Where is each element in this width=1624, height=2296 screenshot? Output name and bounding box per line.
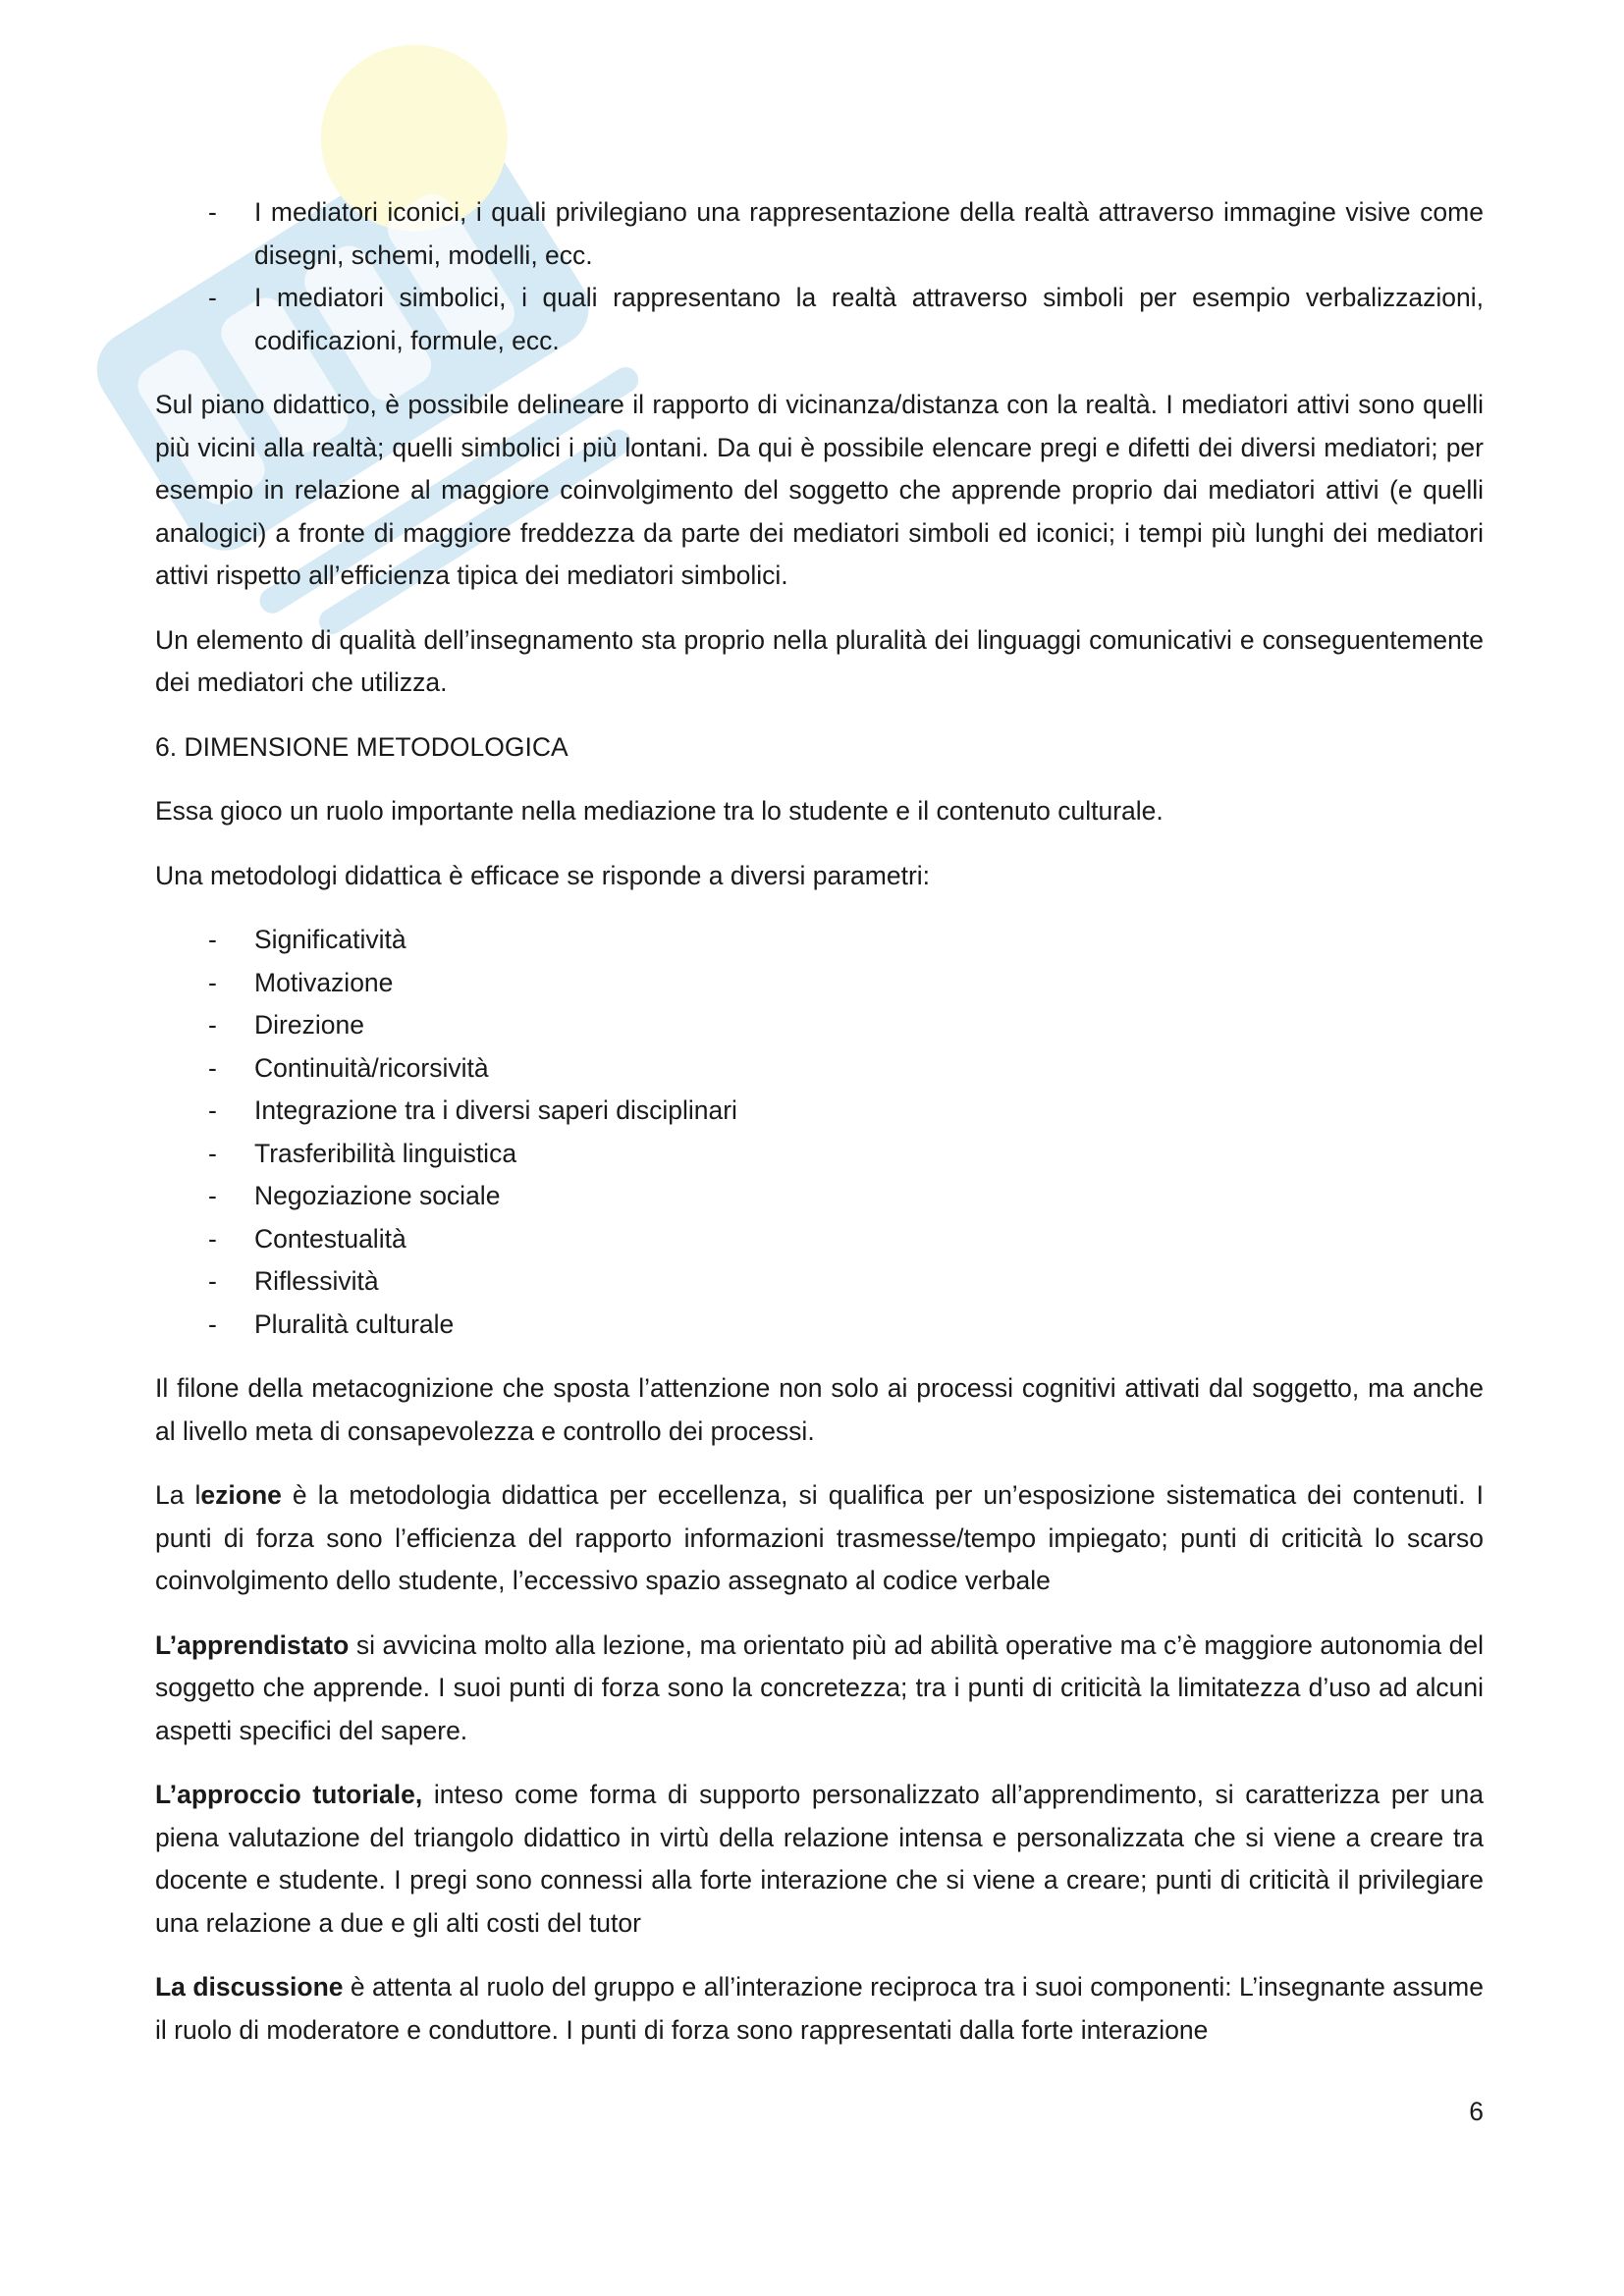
lezione-prefix: La l	[155, 1480, 201, 1510]
list-item: - Integrazione tra i diversi saperi disciplinari	[155, 1090, 1484, 1133]
paragraph-metacognition: Il filone della metacognizione che sposta l’attenzione non solo ai processi cognitivi attivati dal soggetto, ma anche al livello meta di consapevolezza e controllo dei processi.	[155, 1373, 1484, 1446]
list-item: - Negoziazione sociale	[155, 1175, 1484, 1218]
term-discussione: La discussione	[155, 1972, 344, 2002]
term-lezione: ezione	[200, 1480, 282, 1510]
list-item: - Contestualità	[155, 1218, 1484, 1261]
apprendistato-text: si avvicina molto alla lezione, ma orientato più ad abilità operative ma c’è maggiore autonomia del soggetto che apprende. I suoi punti di forza sono la concretezza; tra i punti di criticità la limitatezza d’uso ad alcuni aspetti specifici del sapere.	[155, 1629, 1484, 1745]
paragraph-apprendistato	[155, 1625, 1484, 1753]
list-item: - Continuità/ricorsività	[155, 1047, 1484, 1091]
list-item: - Motivazione	[155, 962, 1484, 1005]
term-tutoriale: L’approccio tutoriale,	[155, 1780, 423, 1809]
lezione-text: è la metodologia didattica per eccellenza, si qualifica per un’esposizione sistematica dei contenuti. I punti di forza sono l’efficienza del rapporto informazioni trasmesse/tempo impiegato; punti di criticità lo scarso coinvolgimento dello studente, l’eccessivo spazio assegnato al codice verbale	[155, 1480, 1485, 1595]
list-item: - I mediatori simbolici, i quali rappresentano la realtà attraverso simboli per esempio verbalizzazioni, codificazioni, formule, ecc.	[155, 277, 1484, 362]
paragraph-didactic-plane: Sul piano didattico, è possibile delineare il rapporto di vicinanza/distanza con la realtà. I mediatori attivi sono quelli più vicini alla realtà; quelli simbolici i più lontani. Da qui è possibile elencare pregi e difetti dei diversi mediatori; per esempio in relazione al maggiore coinvolgimento del soggetto che apprende proprio dai mediatori attivi (e quelli analogici) a fronte di maggiore freddezza da parte dei mediatori simboli ed iconici; i tempi più lunghi dei mediatori attivi rispetto all’efficienza tipica dei mediatori simbolici.	[155, 390, 1484, 590]
list-item: - I mediatori iconici, i quali privilegiano una rappresentazione della realtà attraverso immagine visive come disegni, schemi, modelli, ecc.	[155, 191, 1484, 277]
parameters-list	[155, 919, 1484, 1346]
paragraph-tutoriale	[155, 1774, 1484, 1945]
paragraph-lezione	[155, 1474, 1484, 1603]
paragraph-discussione	[155, 1966, 1484, 2052]
list-item: - Pluralità culturale	[155, 1304, 1484, 1347]
page-number: 6	[1469, 2097, 1484, 2126]
paragraph-parameters-intro: Una metodologi didattica è efficace se risponde a diversi parametri:	[155, 860, 931, 890]
term-apprendistato: L’apprendistato	[155, 1629, 350, 1660]
document-body	[155, 191, 1484, 2052]
tutoriale-text: inteso come forma di supporto personalizzato all’apprendimento, si caratterizza per una piena valutazione del triangolo didattico in virtù della relazione intensa e personalizzata che si viene a creare tra docente e studente. I pregi sono connessi alla forte interazione che si viene a creare; punti di criticità il privilegiare una relazione a due e gli alti costi del tutor	[155, 1780, 1485, 1938]
paragraph-quality: Un elemento di qualità dell’insegnamento sta proprio nella pluralità dei linguaggi comunicativi e conseguentemente dei mediatori che utilizza.	[155, 624, 1484, 697]
mediators-list	[155, 191, 1484, 362]
paragraph-role: Essa gioco un ruolo importante nella mediazione tra lo studente e il contenuto culturale.	[155, 796, 1164, 826]
section-heading: 6. DIMENSIONE METODOLOGICA	[155, 731, 568, 762]
list-item: - Riflessività	[155, 1260, 1484, 1304]
list-item: - Significatività	[155, 919, 1484, 962]
list-item: - Trasferibilità linguistica	[155, 1133, 1484, 1176]
list-item: - Direzione	[155, 1004, 1484, 1047]
discussione-text: è attenta al ruolo del gruppo e all’interazione reciproca tra i suoi componenti: L’insegnante assume il ruolo di moderatore e conduttore. I punti di forza sono rappresentati dalla forte interazione	[155, 1972, 1484, 2045]
